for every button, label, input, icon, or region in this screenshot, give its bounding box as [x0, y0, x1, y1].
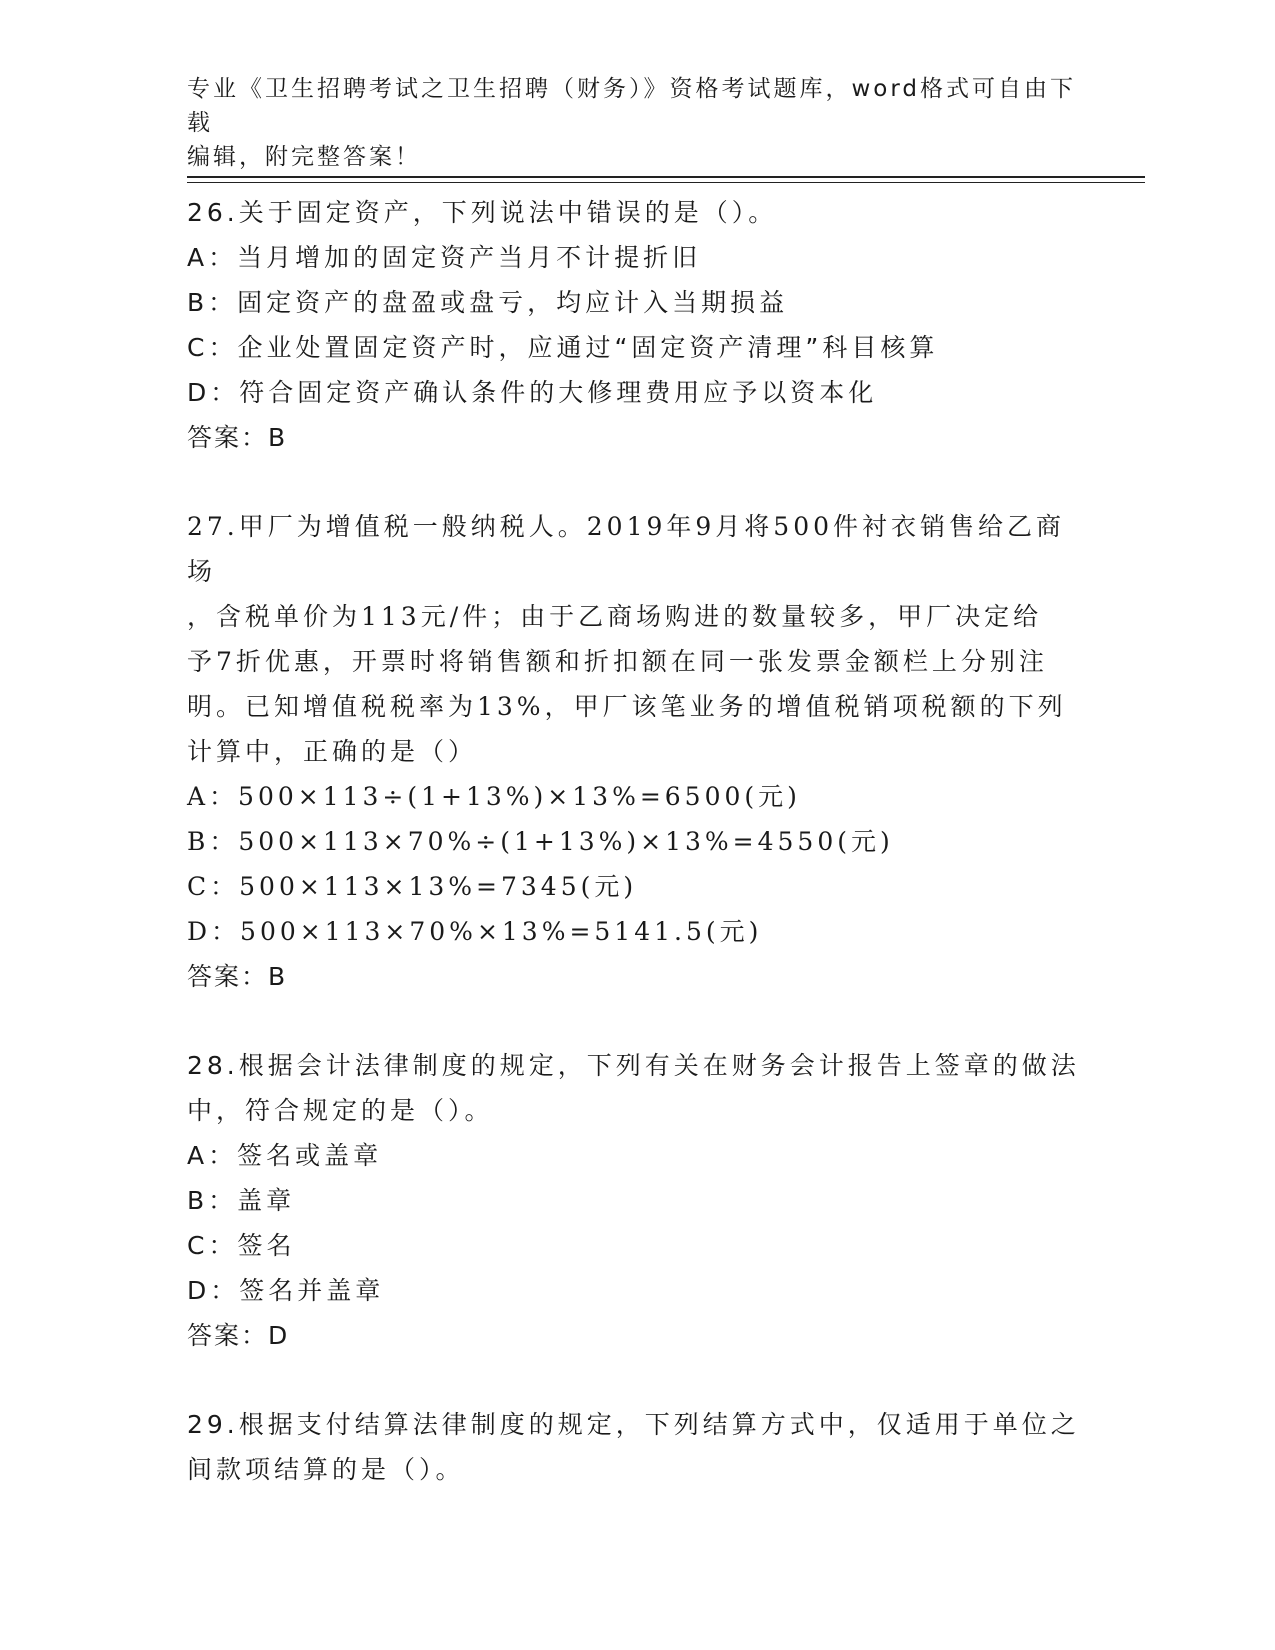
question-27 [187, 504, 1087, 999]
header-rule-thin [187, 182, 1145, 183]
question-28 [187, 1043, 1087, 1358]
question-stem-line: 中，符合规定的是（）。 [187, 1096, 494, 1125]
option-c: C：500×113×13%=7345(元) [187, 872, 638, 901]
question-stem-line: 明。已知增值税税率为13%，甲厂该笔业务的增值税销项税额的下列 [187, 692, 1067, 721]
option-d: D：500×113×70%×13%=5141.5(元) [187, 917, 763, 946]
question-list [187, 190, 1087, 1536]
header-line-2: 编辑，附完整答案！ [187, 144, 421, 170]
option-a: A：500×113÷(1+13%)×13%=6500(元) [187, 782, 801, 811]
question-stem: 26.关于固定资产，下列说法中错误的是（）。 [187, 198, 778, 227]
option-a: A：当月增加的固定资产当月不计提折旧 [187, 243, 702, 272]
option-b: B：盖章 [187, 1186, 296, 1215]
option-b: B：500×113×70%÷(1+13%)×13%=4550(元) [187, 827, 894, 856]
question-stem-line: 27.甲厂为增值税一般纳税人。2019年9月将500件衬衣销售给乙商场 [187, 512, 1066, 586]
option-d: D：符合固定资产确认条件的大修理费用应予以资本化 [187, 378, 878, 407]
option-d: D：签名并盖章 [187, 1276, 385, 1305]
option-c: C：签名 [187, 1231, 296, 1260]
question-stem-line: 29.根据支付结算法律制度的规定，下列结算方式中，仅适用于单位之 [187, 1410, 1080, 1439]
question-26 [187, 190, 1087, 460]
question-stem-line: 28.根据会计法律制度的规定，下列有关在财务会计报告上签章的做法 [187, 1051, 1080, 1080]
answer: 答案：D [187, 1321, 290, 1350]
answer: 答案：B [187, 423, 288, 452]
answer: 答案：B [187, 962, 288, 991]
question-stem-line: ，含税单价为113元/件；由于乙商场购进的数量较多，甲厂决定给 [187, 602, 1043, 631]
option-a: A：签名或盖章 [187, 1141, 383, 1170]
header-rule-thick [187, 176, 1145, 178]
header-line-1: 专业《卫生招聘考试之卫生招聘（财务）》资格考试题库，word格式可自由下载 [187, 76, 1077, 136]
option-b: B：固定资产的盘盈或盘亏，均应计入当期损益 [187, 288, 789, 317]
question-stem-line: 间款项结算的是（）。 [187, 1455, 465, 1484]
question-stem-line: 计算中，正确的是（） [187, 737, 478, 766]
option-c: C：企业处置固定资产时，应通过“固定资产清理”科目核算 [187, 333, 939, 362]
question-29 [187, 1402, 1087, 1492]
question-stem-line: 予7折优惠，开票时将销售额和折扣额在同一张发票金额栏上分别注 [187, 647, 1048, 676]
document-header [187, 72, 1087, 174]
